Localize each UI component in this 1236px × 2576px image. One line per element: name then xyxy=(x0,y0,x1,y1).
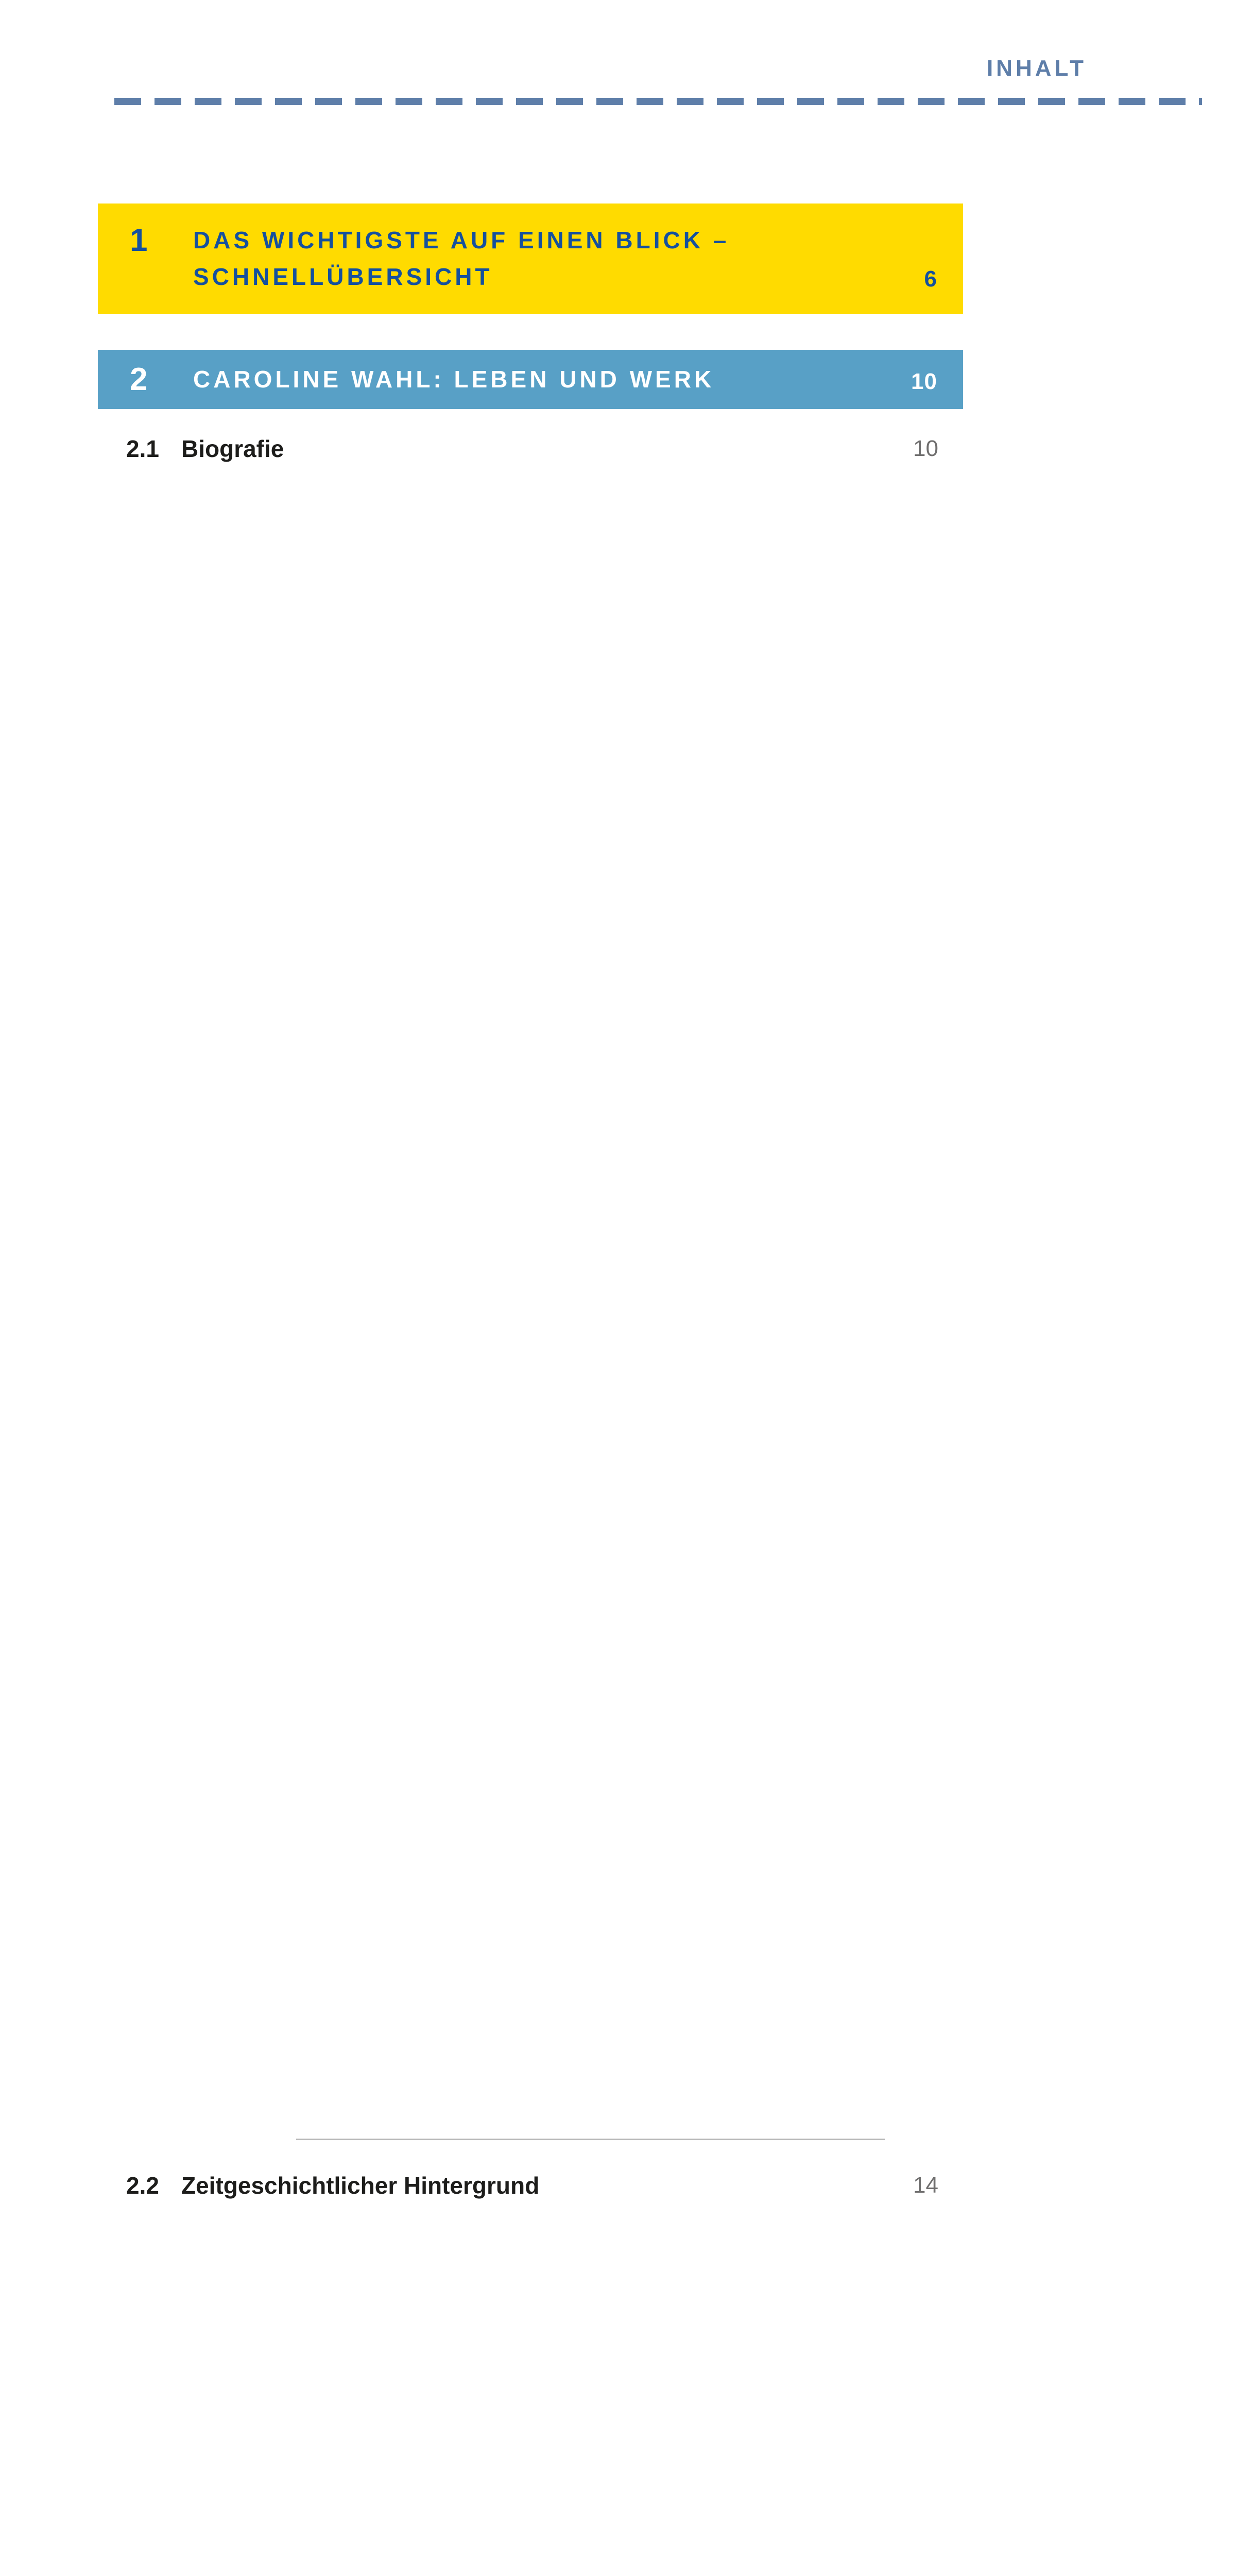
section-title-line: SCHNELLÜBERSICHT xyxy=(193,263,493,290)
entry-number: 2.2 xyxy=(126,2172,159,2199)
entry-page-number: 14 xyxy=(898,2171,938,2576)
section-page-number: 6 xyxy=(924,266,937,292)
section-number: 2 xyxy=(130,362,148,397)
entry-label: Biografie xyxy=(181,435,284,462)
section-page-number: 10 xyxy=(911,369,937,394)
section-title xyxy=(193,222,924,295)
entry-label: Zeitgeschichtlicher Hintergrund xyxy=(181,2172,540,2199)
leader-line xyxy=(296,2139,885,2140)
section-banner-1 xyxy=(98,204,963,314)
toc-entry xyxy=(98,434,963,2146)
entry-number: 2.1 xyxy=(126,435,159,462)
section-title xyxy=(193,361,911,398)
header-dashed-rule xyxy=(114,98,1202,105)
entry-page-number: 10 xyxy=(898,434,938,2146)
toc-list xyxy=(98,204,963,2576)
section-title-line: CAROLINE WAHL: LEBEN UND WERK xyxy=(193,366,715,393)
toc-entry xyxy=(98,2171,963,2576)
section-banner-2 xyxy=(98,350,963,409)
section-title-line: DAS WICHTIGSTE AUF EINEN BLICK – xyxy=(193,227,730,253)
section-number: 1 xyxy=(130,223,148,258)
page-header-label: INHALT xyxy=(986,56,1087,81)
